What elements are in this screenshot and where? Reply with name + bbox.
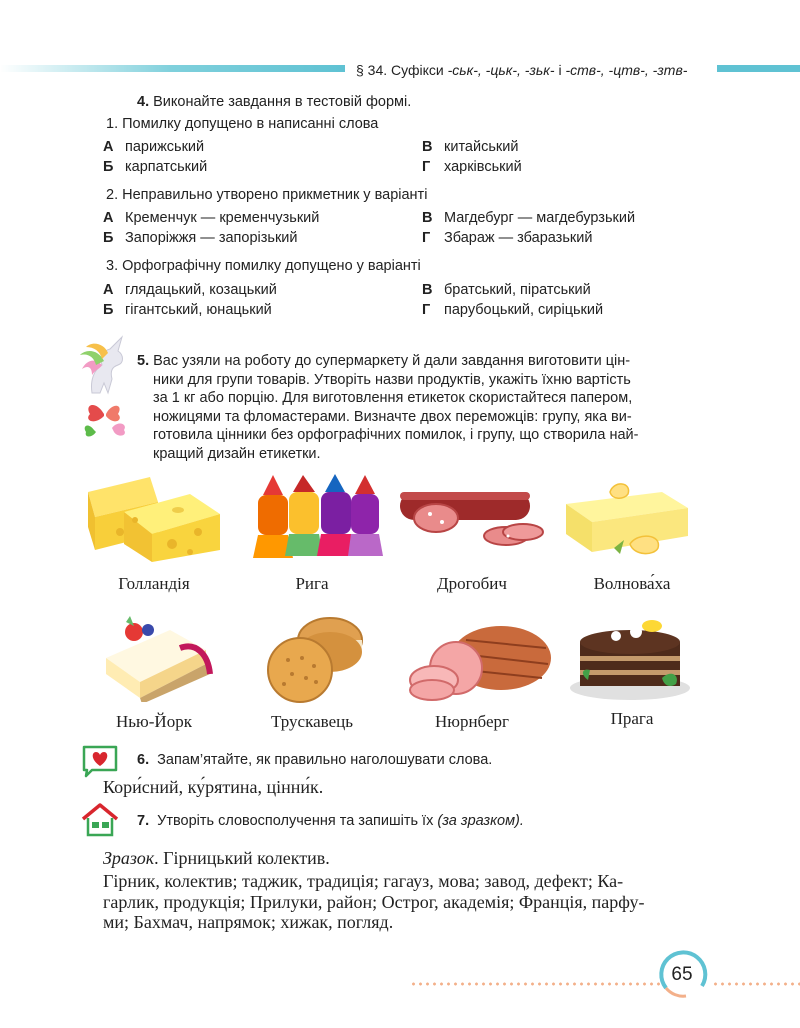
- task7-line: ми; Бахмач, напрямок; хижак, погляд.: [103, 912, 394, 932]
- task7-heading: [137, 813, 524, 829]
- section-title: Суфікси: [391, 62, 444, 78]
- cheesecake-image: [100, 612, 214, 702]
- task5-line: кращий дизайн етикетки.: [153, 445, 321, 462]
- chocolate-cake-image: [566, 608, 696, 704]
- option-a: А глядацький, козацький: [103, 282, 277, 298]
- task-number: 6.: [137, 752, 150, 768]
- task4-heading: [137, 94, 411, 110]
- food-caption: Нюрнберг: [434, 712, 510, 731]
- food-caption: Прага: [610, 709, 654, 728]
- running-header: [356, 62, 687, 78]
- option-b: Б Запоріжжя — запорізький: [103, 230, 298, 246]
- example-text: . Гірницький колектив.: [154, 848, 330, 868]
- task-number: 7.: [137, 813, 150, 829]
- question-1: 1. Помилку допущено в написанні слова: [106, 116, 379, 132]
- option-a: А Кременчук — кременчузький: [103, 210, 320, 226]
- unicorn-icon: [78, 335, 133, 395]
- task5-line: за 1 кг або порцію. Для виготовлення етикеток скористайтеся папером,: [153, 390, 633, 407]
- task-note: (за зразком).: [437, 813, 524, 829]
- task5-line: готовила цінники без орфографічних помилок, і групу, що створила най-: [153, 427, 639, 444]
- option-b: Б карпатський: [103, 159, 208, 175]
- food-caption: Волнова́ха: [593, 574, 671, 593]
- question-3: 3. Орфографічну помилку допущено у варіанті: [106, 258, 421, 274]
- option-v: В китайський: [422, 139, 519, 155]
- task-text: Утворіть словосполучення та запишіть їх: [157, 813, 434, 829]
- conjunction: і: [558, 62, 562, 78]
- stressed-words: Кори́сний, ку́рятина, цінни́к.: [103, 777, 324, 797]
- page-number: 65: [671, 964, 693, 985]
- header-bar-left: [0, 65, 345, 72]
- cookies-image: [262, 612, 366, 704]
- task7-line: гарлик, продукція; Прилуки, район; Острог, академія; Франція, парфу-: [103, 891, 645, 912]
- task-text: Виконайте завдання в тестовій формі.: [153, 94, 412, 110]
- option-v: В братський, піратський: [422, 282, 591, 298]
- house-icon: [80, 802, 120, 838]
- suffix-list-1: -ськ-, -цьк-, -зьк-: [447, 62, 555, 78]
- butter-image: [562, 474, 698, 560]
- food-caption: Нью-Йорк: [116, 712, 192, 731]
- example-line: [103, 848, 330, 869]
- sausage-image: [398, 484, 548, 554]
- header-bar-right: [717, 65, 800, 72]
- butterflies-icon: [82, 398, 130, 440]
- cheese-image: [80, 472, 228, 562]
- question-2: 2. Неправильно утворено прикметник у варіанті: [106, 187, 428, 203]
- option-a: А парижський: [103, 139, 205, 155]
- heart-speech-icon: [80, 744, 120, 778]
- task5-line: ники для групи товарів. Утворіть назви продуктів, укажіть їхню вартість: [153, 371, 631, 388]
- task-text: Запам’ятайте, як правильно наголошувати слова.: [157, 752, 493, 768]
- option-g: Г Збараж — збаразький: [422, 230, 593, 246]
- task5-line: ножицями та фломастерами. Визначте двох переможців: групу, яка ви-: [153, 408, 632, 425]
- candies-image: [243, 470, 385, 562]
- task5-line: 5. Вас узяли на роботу до супермаркету й дали завдання виготовити цін-: [137, 353, 631, 369]
- food-caption: Голландія: [118, 574, 190, 593]
- task5-body: [137, 352, 677, 464]
- ham-image: [406, 620, 556, 702]
- food-caption: Трускавець: [271, 712, 353, 731]
- option-g: Г харківський: [422, 159, 522, 175]
- suffix-list-2: -ств-, -цтв-, -зтв-: [565, 62, 688, 78]
- example-label: Зразок: [103, 848, 155, 868]
- task7-line: Гірник, колектив; таджик, традиція; гагауз, мова; завод, дефект; Ка-: [103, 871, 624, 891]
- option-v: В Магдебург — магдебурзький: [422, 210, 636, 226]
- footer-dots-right: [712, 982, 800, 986]
- option-b: Б гігантський, юнацький: [103, 302, 272, 318]
- task7-body: [103, 871, 713, 933]
- task6-heading: [137, 752, 492, 768]
- option-g: Г парубоцький, сиріцький: [422, 302, 604, 318]
- task-number: 5.: [137, 353, 150, 369]
- task-number: 4.: [137, 94, 150, 110]
- footer-dots-left: [410, 982, 660, 986]
- food-caption: Дрогобич: [437, 574, 507, 593]
- section-number: § 34.: [356, 62, 388, 78]
- food-caption: Рига: [295, 574, 329, 593]
